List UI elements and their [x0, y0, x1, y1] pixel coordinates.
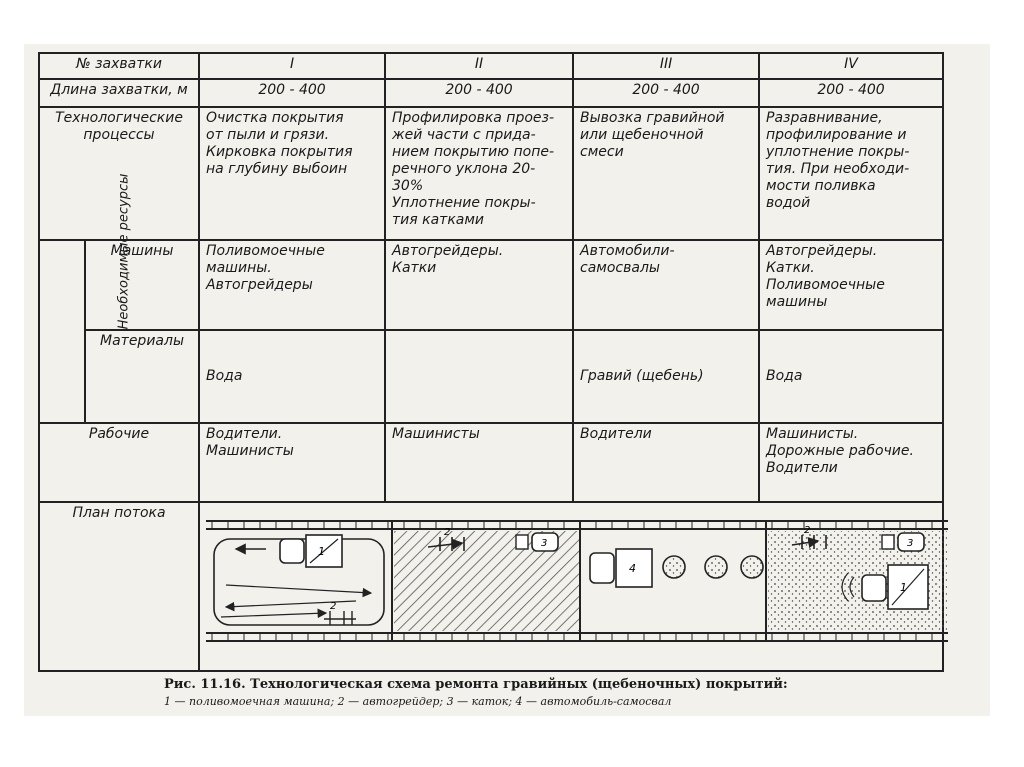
workers-label: Рабочие — [39, 423, 199, 502]
scan-sheet — [24, 44, 990, 716]
zone-1-header: I — [199, 53, 385, 79]
zone-4-materials: Вода — [759, 330, 943, 422]
zone-1-processes: Очистка покрытия от пыли и грязи. Кирковка покрытия на глубину выбоин — [199, 107, 385, 241]
zone-1-vehicle-number: 1 — [318, 544, 326, 558]
zone-4-vehicle-number: 1 — [900, 580, 908, 594]
zone-4-machines: Автогрейдеры. Катки. Поливомоечные машины — [759, 240, 943, 330]
zone-3-header: III — [573, 53, 759, 79]
zone-3-truck-number: 4 — [629, 561, 637, 575]
zone-length-row — [39, 79, 943, 107]
technology-scheme-table — [38, 52, 944, 672]
zone-1-materials: Вода — [199, 330, 385, 422]
plan-row — [39, 502, 943, 671]
gravel-pile-icon — [705, 556, 727, 578]
zone-2-length: 200 - 400 — [385, 79, 573, 107]
zone-4-length: 200 - 400 — [759, 79, 943, 107]
zone-4-workers: Машинисты. Дорожные рабочие. Водители — [759, 423, 943, 502]
zone-1-machines: Поливомоечные машины. Автогрейдеры — [199, 240, 385, 330]
zone-3-materials: Гравий (щебень) — [573, 330, 759, 422]
plan-label: План потока — [39, 502, 199, 671]
materials-label: Материалы — [85, 330, 199, 422]
processes-row — [39, 107, 943, 241]
zone-1-watering-vehicle-icon — [280, 535, 342, 567]
workers-row — [39, 423, 943, 502]
gravel-pile-icon — [663, 556, 685, 578]
caption-title: Рис. 11.16. Технологическая схема ремонта гравийных (щебеночных) покрытий: — [164, 677, 788, 692]
zone-2-header: II — [385, 53, 573, 79]
zone-1-workers: Водители. Машинисты — [199, 423, 385, 502]
caption-legend: 1 — поливомоечная машина; 2 — автогрейдер; 3 — каток; 4 — автомобиль-самосвал — [164, 695, 672, 708]
zone-3-length: 200 - 400 — [573, 79, 759, 107]
zone-4-roller-number: 3 — [907, 537, 914, 549]
resources-label-cell — [39, 174, 132, 422]
figure-caption — [164, 676, 924, 710]
zone-1-pass-arrow-2 — [226, 601, 356, 607]
zone-3-workers: Водители — [573, 423, 759, 502]
zone-2-machines: Автогрейдеры. Катки — [385, 240, 573, 330]
materials-row — [39, 330, 943, 422]
zone-2-processes: Профилировка проез- жей части с прида- нием покрытию попе- речного уклона 20-30% Уплотнение покры- тия катками — [385, 107, 573, 241]
zone-number-row — [39, 53, 943, 79]
zone-3-machines: Автомобили- самосвалы — [573, 240, 759, 330]
zone-1-grader-number: 2 — [330, 600, 337, 612]
zone-2-workers: Машинисты — [385, 423, 573, 502]
machines-row — [39, 240, 943, 330]
zone-2-roller-number: 3 — [541, 537, 548, 549]
zone-4-processes: Разравнивание, профилирование и уплотнение покры- тия. При необходи- мости поливка водой — [759, 107, 943, 241]
zone-1-pass-arrow-3 — [221, 613, 326, 617]
zone-3-processes: Вывозка гравийной или щебеночной смеси — [573, 107, 759, 241]
zone-4-roller-icon — [882, 533, 924, 551]
road-edge-top — [206, 521, 948, 529]
zone-3-dump-truck-icon — [590, 549, 652, 587]
zone-1-pass-arrow-1 — [226, 585, 371, 593]
zone-2-materials — [385, 330, 573, 422]
zone-1-grader-icon — [324, 601, 356, 625]
zone-4-grader-number: 2 — [804, 524, 811, 536]
zone-1-length: 200 - 400 — [199, 79, 385, 107]
flow-plan-cell — [199, 502, 943, 671]
resources-label: Необходимые ресурсы — [116, 174, 132, 330]
zone-4-header: IV — [759, 53, 943, 79]
header-zone-label: № захватки — [39, 53, 199, 79]
zone-2-grader-number: 2 — [444, 526, 451, 538]
header-length-label: Длина захватки, м — [39, 79, 199, 107]
road-edge-bottom — [206, 633, 948, 641]
zone-2-roller-icon — [516, 533, 558, 551]
machines-label: Машины — [85, 240, 199, 330]
flow-plan-diagram — [206, 505, 948, 657]
gravel-pile-icon — [741, 556, 763, 578]
processes-label: Технологические процессы — [39, 107, 199, 241]
